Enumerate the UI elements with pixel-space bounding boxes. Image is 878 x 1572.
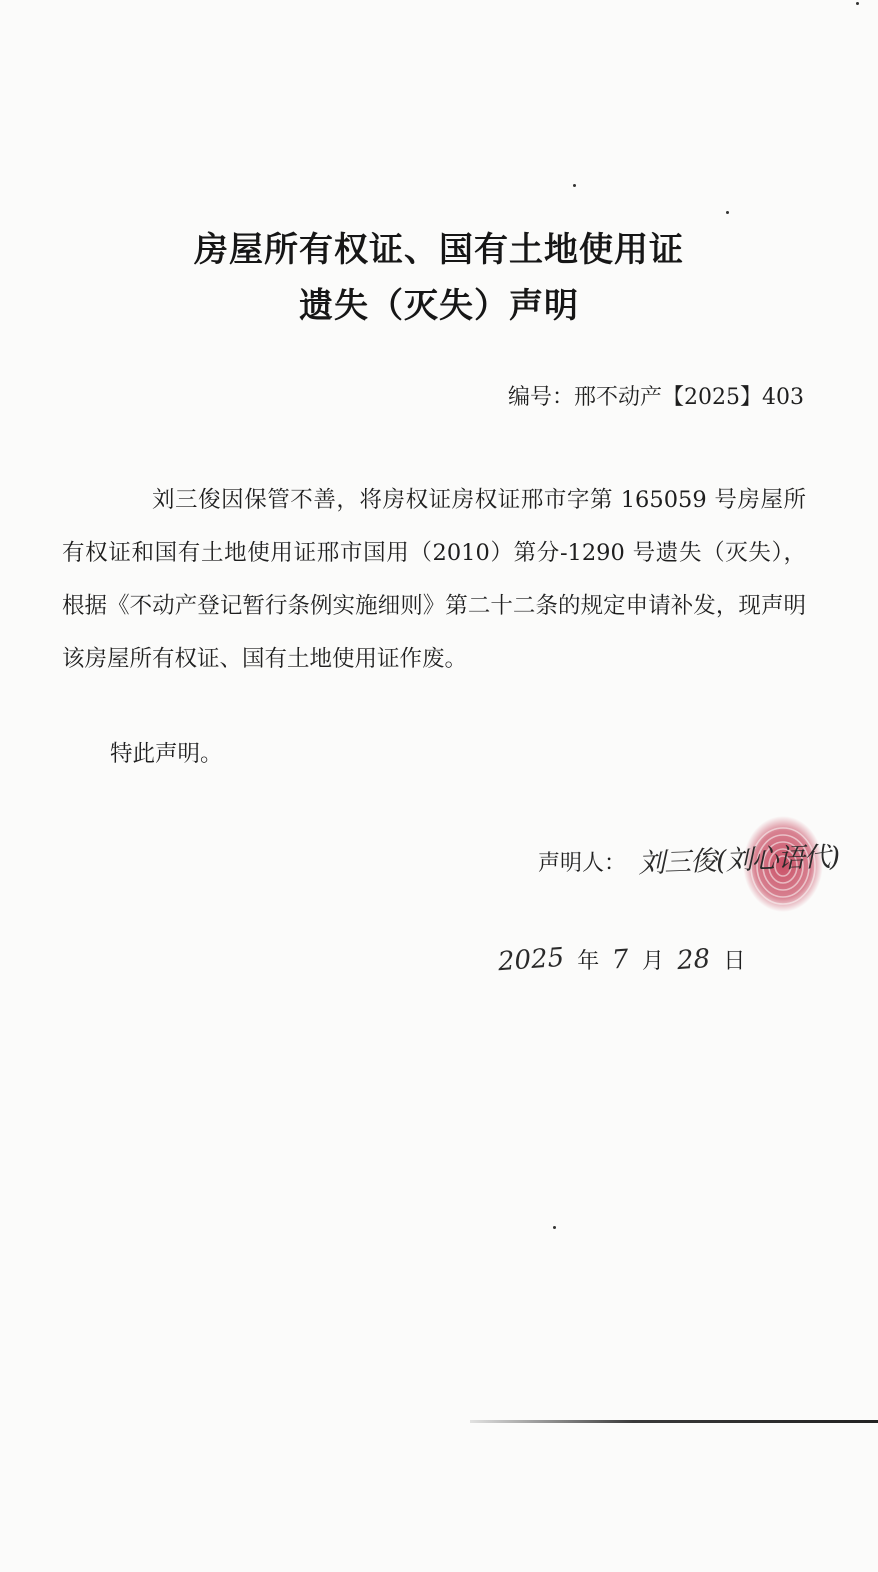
date-month-label: 月 (642, 949, 665, 974)
date-day-label: 日 (723, 949, 746, 974)
scan-speck (856, 2, 859, 5)
date-year: 2025 (497, 942, 566, 978)
closing-statement: 特此声明。 (110, 741, 223, 767)
date-year-label: 年 (577, 949, 600, 974)
document-title-line1: 房屋所有权证、国有土地使用证 (194, 230, 684, 270)
document-title-line2: 遗失（灭失）声明 (299, 286, 579, 326)
scan-speck (573, 184, 576, 187)
document-number: 编号：邢不动产【2025】403 (508, 385, 804, 410)
signature-date (498, 944, 753, 984)
declarant-label: 声明人： (538, 851, 627, 876)
scan-edge-line (470, 1420, 878, 1423)
date-day: 28 (676, 943, 712, 977)
scan-speck (726, 211, 729, 214)
declaration-body: 刘三俊因保管不善，将房权证房权证邢市字第 165059 号房屋所有权证和国有土地使用证邢市国用（2010）第分-1290 号遗失（灭失），根据《不动产登记暂行条例实施细则》第二十二条的规定申请补发，现声明该房屋所有权证、国有土地使用证作废。 (62, 487, 806, 672)
scan-speck (553, 1226, 556, 1229)
handwritten-signature: 刘三俊(刘心语代) (637, 841, 840, 880)
date-month: 7 (611, 944, 630, 976)
